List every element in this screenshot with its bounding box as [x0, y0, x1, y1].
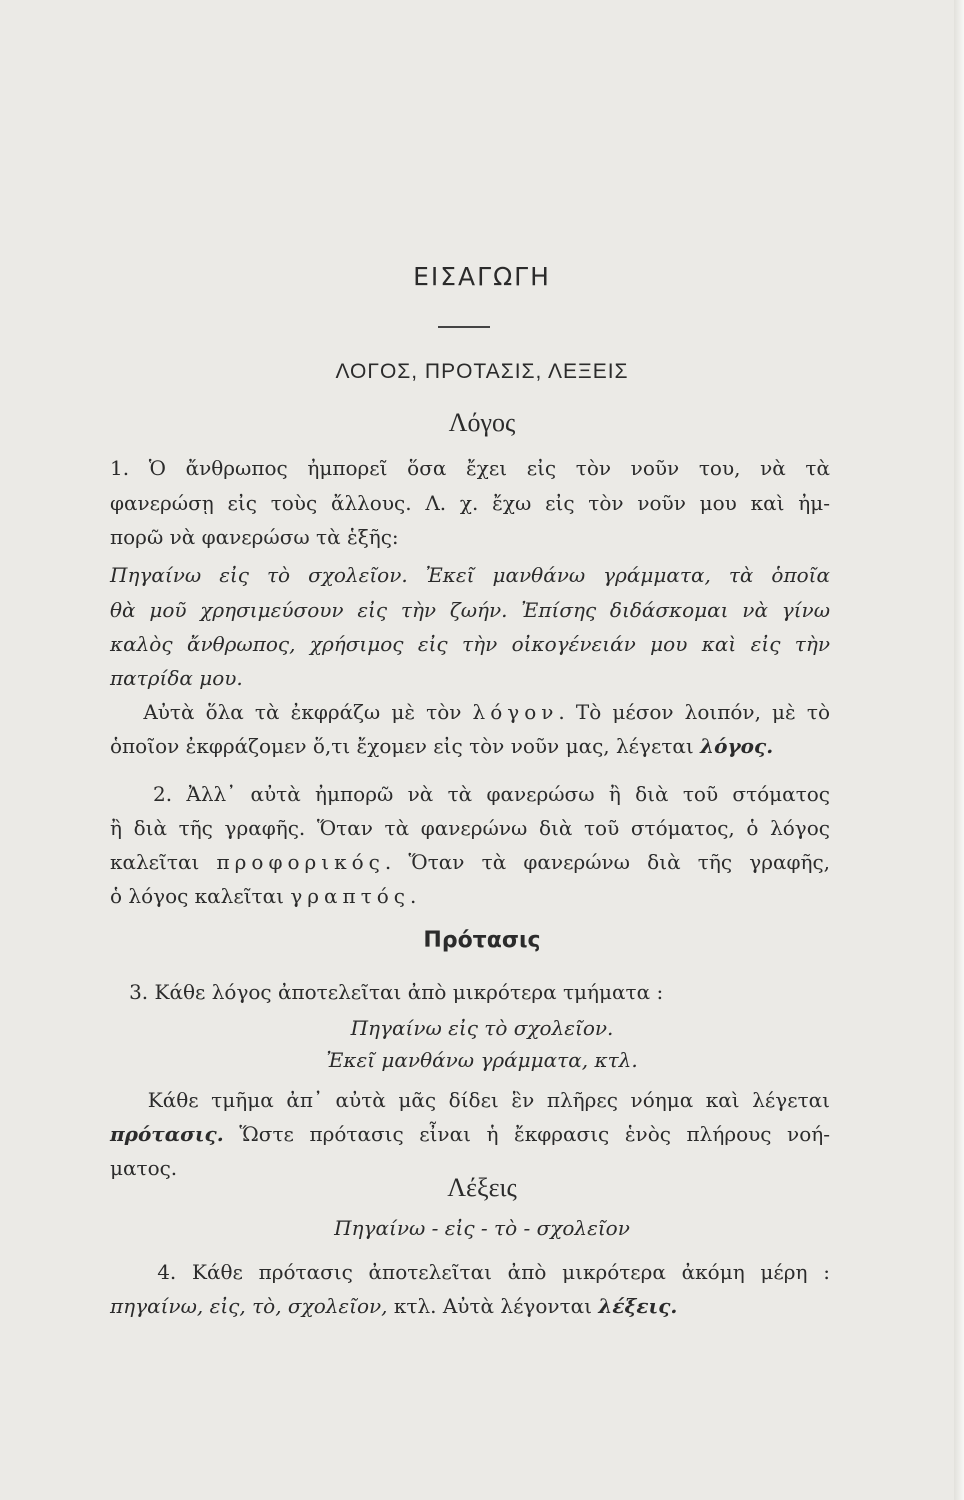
example-line: Πηγαίνω - εἰς - τὸ - σχολεῖον — [334, 1216, 630, 1240]
italic-term: πηγαίνω, εἰς, τὸ, σχολεῖον, — [110, 1294, 388, 1318]
chapter-subtitle: ΛΟΓΟΣ, ΠΡΟΤΑΣΙΣ, ΛΕΞΕΙΣ — [335, 360, 629, 383]
text-span: . — [410, 884, 417, 908]
example-line: καλὸς ἄνθρωπος, χρήσιμος εἰς τὴν οἰκογένειάν μου καὶ εἰς τὴν — [110, 632, 830, 656]
paragraph-line: ματος. — [110, 1156, 178, 1180]
page-title: ΕΙΣΑΓΩΓΗ — [413, 262, 551, 291]
paragraph-line — [110, 784, 830, 804]
text-span: Αὐτὰ ὅλα τὰ ἐκφράζω μὲ τὸν — [143, 700, 473, 724]
text-span: Κάθε τμῆμα ἀπ᾿ αὐτὰ μᾶς δίδει ἓν πλῆρες νόημα καὶ λέγεται — [147, 1088, 830, 1112]
example-line: Πηγαίνω εἰς τὸ σχολεῖον. Ἐκεῖ μανθάνω γράμματα, τὰ ὁποῖα — [110, 563, 830, 587]
section-heading-lexeis: Λέξεις — [447, 1173, 517, 1202]
spaced-term: προφορικός — [216, 850, 385, 874]
text-span: 2. Ἀλλ᾿ αὐτὰ ἠμπορῶ νὰ τὰ φανερώσω ἢ διὰ τοῦ στόματος — [152, 782, 830, 806]
example-line: θὰ μοῦ χρησιμεύσουν εἰς τὴν ζωήν. Ἐπίσης διδάσκομαι νὰ γίνω — [110, 598, 830, 622]
example-line: Ἐκεῖ μανθάνω γράμματα, κτλ. — [326, 1048, 638, 1072]
example-line: Πηγαίνω εἰς τὸ σχολεῖον. — [350, 1016, 614, 1040]
page-edge — [954, 0, 964, 1500]
paragraph-line — [110, 702, 830, 722]
bold-term: λέξεις. — [598, 1294, 678, 1318]
example-line: πατρίδα μου. — [110, 666, 243, 690]
paragraph-line: φανερώσῃ εἰς τοὺς ἄλλους. Λ. χ. ἔχω εἰς τὸν νοῦν μου καὶ ἠμ- — [110, 491, 830, 515]
paragraph-line — [110, 736, 830, 756]
text-span: 4. Κάθε πρότασις ἀποτελεῖται ἀπὸ μικρότερα ἀκόμη μέρη : — [157, 1260, 830, 1284]
text-span: καλεῖται — [110, 850, 217, 874]
paragraph-line — [110, 1090, 830, 1110]
title-divider — [438, 326, 490, 328]
bold-term: λόγος. — [700, 734, 774, 758]
spaced-term: λόγον — [472, 700, 559, 724]
paragraph-line: ἢ διὰ τῆς γραφῆς. Ὅταν τὰ φανερώνω διὰ τοῦ στόματος, ὁ λόγος — [110, 816, 830, 840]
paragraph-line — [110, 852, 830, 872]
section-heading-protasis: Πρότασις — [423, 928, 541, 953]
section-heading-logos: Λόγος — [448, 408, 516, 437]
paragraph-line — [110, 1124, 830, 1144]
paragraph-line: 1. Ὁ ἄνθρωπος ἠμπορεῖ ὅσα ἔχει εἰς τὸν νοῦν του, νὰ τὰ — [110, 456, 830, 480]
paragraph-line — [110, 982, 830, 1002]
paragraph-line — [110, 886, 830, 906]
text-span: . Ὅταν τὰ φανερώνω διὰ τῆς γραφῆς, — [384, 850, 831, 874]
text-span: 3. Κάθε λόγος ἀποτελεῖται ἀπὸ μικρότερα τμήματα : — [129, 980, 664, 1004]
bold-term: πρότασις. — [110, 1122, 224, 1146]
text-span: ὁ λόγος καλεῖται — [110, 884, 291, 908]
paragraph-line: πορῶ νὰ φανερώσω τὰ ἑξῆς: — [110, 525, 399, 549]
text-span: . Τὸ μέσον λοιπόν, μὲ τὸ — [558, 700, 830, 724]
paragraph-line — [110, 1296, 830, 1316]
spaced-term: γραπτός — [290, 884, 410, 908]
paragraph-line — [110, 1262, 830, 1282]
text-span: ὁποῖον ἐκφράζομεν ὅ,τι ἔχομεν εἰς τὸν νοῦν μας, λέγεται — [110, 734, 701, 758]
text-span: κτλ. Αὐτὰ λέγονται — [387, 1294, 599, 1318]
text-span: Ὥστε πρότασις εἶναι ἡ ἔκφρασις ἑνὸς πλήρους νοή- — [223, 1122, 830, 1146]
